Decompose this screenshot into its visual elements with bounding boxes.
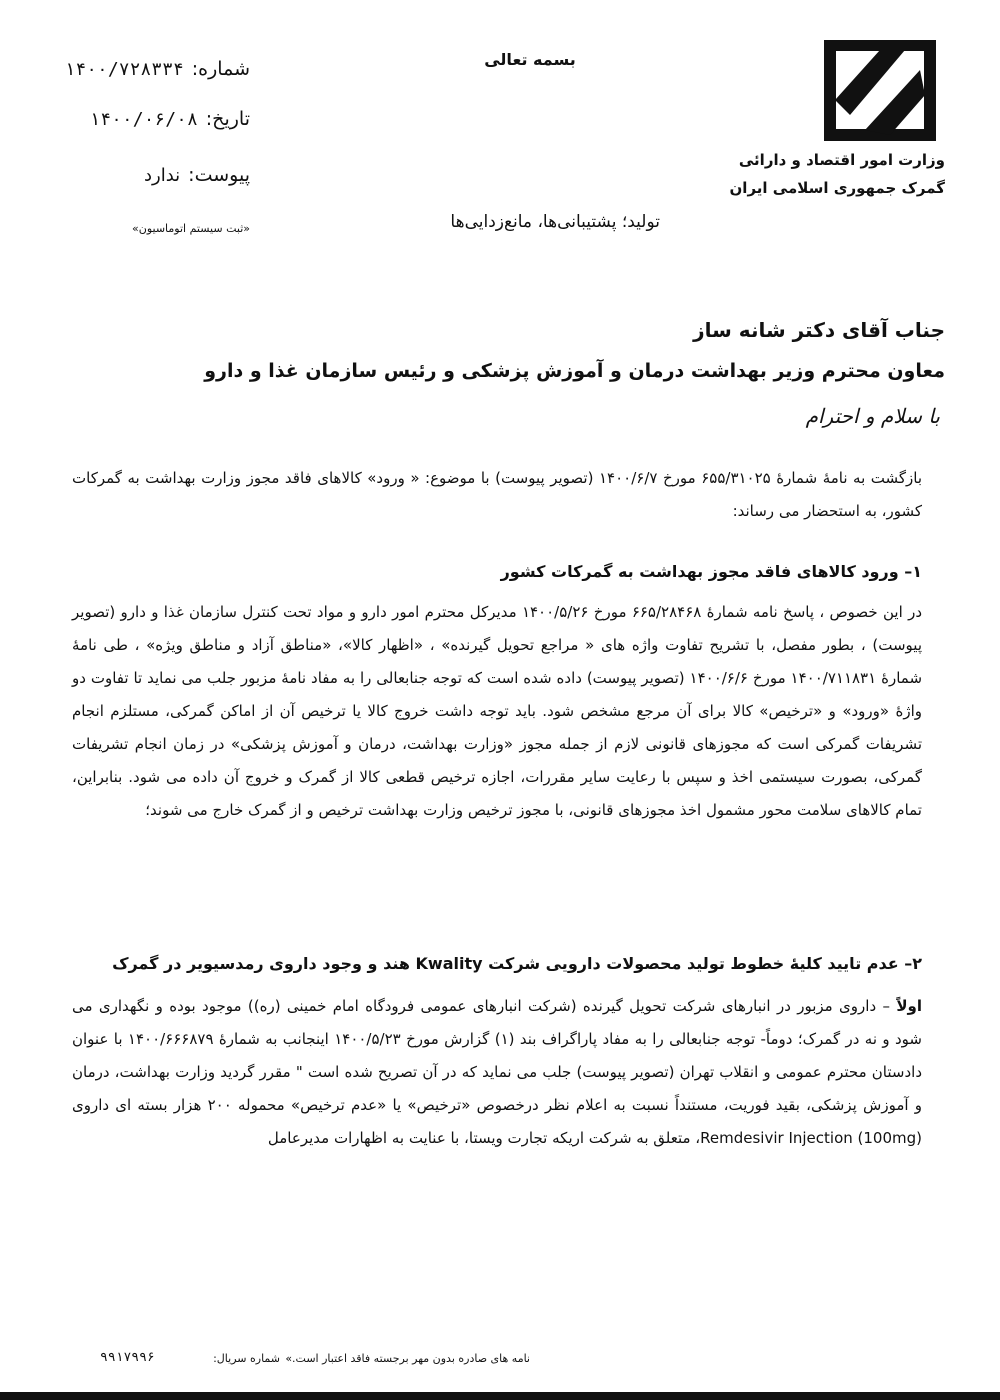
subject-line: تولید؛ پشتیبانی‌ها، مانع‌زدایی‌ها (450, 212, 660, 232)
section-2-heading: ۲– عدم تایید کلیهٔ خطوط تولید محصولات دارویی شرکت Kwality هند و وجود داروی رمدسیویر در گمرک (112, 954, 922, 973)
letter-number-label: شماره: (191, 58, 250, 80)
serial-label: شماره سریال: (213, 1352, 280, 1365)
footer-validity-note: نامه های صادره بدون مهر برجسته فاقد اعتبار است.» (285, 1352, 530, 1365)
bismillah-heading: بسمه تعالی (484, 50, 576, 69)
letter-date-row (40, 102, 250, 136)
system-note: «ثبت سیستم اتوماسیون» (132, 222, 250, 235)
salutation: با سلام و احترام (805, 404, 940, 428)
ministry-header (705, 146, 945, 202)
ministry-line-2: گمرک جمهوری اسلامی ایران (729, 179, 945, 197)
customs-logo-icon (810, 40, 950, 150)
letter-date-label: تاریخ: (205, 108, 250, 130)
letter-number-value: ۱۴۰۰/۷۲۸۳۳۴ (64, 58, 184, 80)
recipient-title: معاون محترم وزیر بهداشت درمان و آموزش پزشکی و رئیس سازمان غذا و دارو (204, 360, 945, 382)
section-1-paragraph: در این خصوص ، پاسخ نامه شمارهٔ ۶۶۵/۲۸۴۶۸ مورخ ۱۴۰۰/۵/۲۶ مدیرکل محترم امور دارو و مواد تحت کنترل سازمان غذا و دارو (تصویر پیوست) ، بطور مفصل، با تشریح تفاوت واژه های « مراجع تحویل گیرنده» ، «اظهار کالا»، «مناطق آزاد و مناطق ویژه» ، طی نامهٔ شمارهٔ ۱۴۰۰/۷۱۱۸۳۱ مورخ ۱۴۰۰/۶/۶ (تصویر پیوست) داده شده است که توجه جنابعالی را به مفاد نامهٔ مزبور جلب می نماید تا تفاوت دو واژهٔ «ورود» و «ترخیص» کالا برای آن مرجع مشخص شود. باید توجه داشت خروج کالا یا ترخیص آن از اماکن گمرکی، مستلزم انجام تشریفات گمرکی است که مجوزهای قانونی لازم از جمله مجوز «وزارت بهداشت، درمان و آموزش پزشکی» در زمان انجام تشریفات گمرکی، بصورت سیستمی اخذ و سپس با رعایت سایر مقررات، اجازه ترخیص قطعی کالا از گمرک و خروج آن داده می شود. بنابراین، تمام کالاهای سلامت محور مشمول اخذ مجوزهای قانونی، با مجوز ترخیص وزارت بهداشت ترخیص و از گمرک خارج می شوند؛ (72, 603, 923, 819)
letter-date-value: ۱۴۰۰/۰۶/۰۸ (89, 108, 198, 130)
letter-number-row (40, 52, 250, 86)
intro-paragraph: بازگشت به نامهٔ شمارهٔ ۶۵۵/۳۱۰۲۵ مورخ ۱۴۰۰/۶/۷ (تصویر پیوست) با موضوع: « ورود» کالاهای فاقد مجوز وزارت بهداشت به گمرکات کشور، به استحضار می رساند: (72, 469, 923, 520)
ministry-line-1: وزارت امور اقتصاد و دارائی (738, 151, 945, 169)
recipient-name: جناب آقای دکتر شانه ساز (693, 318, 945, 342)
section-1-heading: ۱– ورود کالاهای فاقد مجوز بهداشت به گمرکات کشور (500, 562, 922, 581)
bottom-border (0, 1392, 1000, 1400)
attachment-row (40, 158, 250, 192)
attachment-value: ندارد (144, 164, 181, 186)
section-2-lead: اولاً (896, 997, 922, 1015)
section-2-paragraph (72, 990, 922, 1155)
serial-value: ۹۹۱۷۹۹۶ (100, 1350, 155, 1365)
section-2-text: – داروی مزبور در انبارهای شرکت تحویل گیرنده (شرکت انبارهای عمومی فرودگاه امام خمینی (ره)) موجود بوده و نگهداری می شود و نه در گمرک؛ دوماً- توجه جنابعالی را به مفاد پاراگراف بند (۱) گزارش مورخ ۱۴۰۰/۵/۲۳ اینجانب به شمارهٔ ۱۴۰۰/۶۶۶۸۷۹ با عنوان دادستان محترم عمومی و انقلاب تهران (تصویر پیوست) جلب می نماید که در آن تصریح شده است " مقرر گردید وزارت بهداشت، درمان و آموزش پزشکی، بقید فوریت، مستنداً نسبت به اعلام نظر درخصوص «ترخیص» یا «عدم ترخیص» محموله ۲۰۰ هزار بسته ای داروی Remdesivir Injection (100mg)، متعلق به شرکت اریکه تجارت ویستا، با عنایت به اظهارات مدیرعامل (72, 997, 922, 1147)
attachment-label: پیوست: (188, 164, 250, 186)
